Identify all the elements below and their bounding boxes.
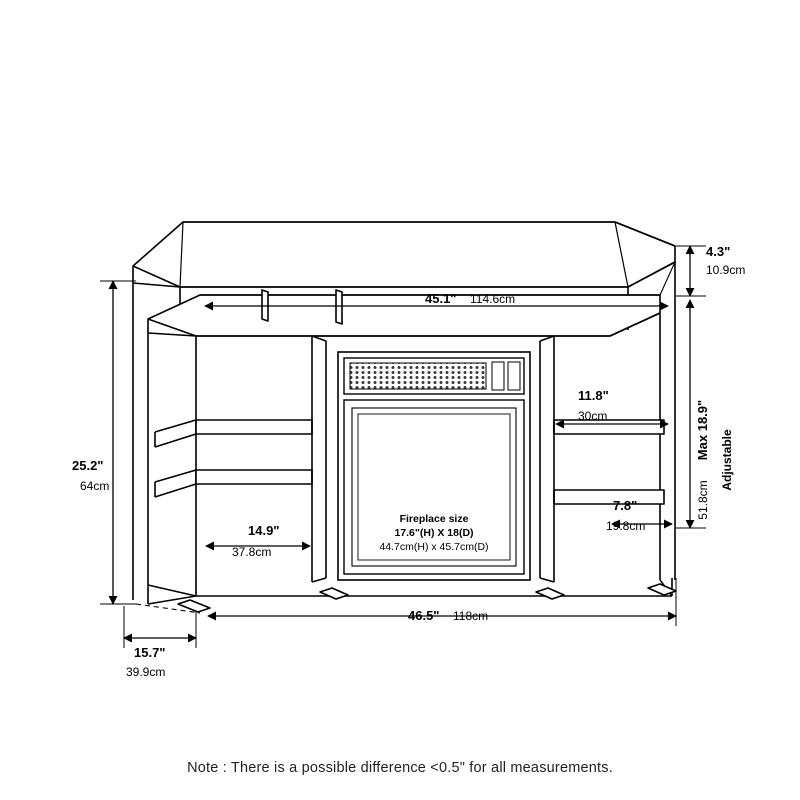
dim-top-shelf-height-imperial: 4.3" [706,244,731,259]
fireplace-callout-imperial: 17.6"(H) X 18(D) [394,527,474,539]
dim-overall-depth-imperial: 15.7" [134,645,166,660]
dim-overall-height-imperial: 25.2" [72,458,104,473]
dim-overall-width-metric: 118cm [453,609,489,623]
dim-adjustable-imperial: Max 18.9" [695,399,710,461]
dim-top-shelf-width-imperial: 45.1" [425,291,457,306]
dim-overall-width-imperial: 46.5" [408,608,440,623]
dim-right-lower-depth-metric: 19.8cm [606,519,646,533]
dim-adjustable-label: Adjustable [720,429,734,491]
dim-adjustable-metric: 51.8cm [696,480,710,520]
dim-left-shelf-width-imperial: 14.9" [248,523,280,538]
dim-right-lower-depth-imperial: 7.8" [613,498,638,513]
dim-overall-height-metric: 64cm [80,479,110,493]
dim-left-shelf-width-metric: 37.8cm [232,545,272,559]
dim-top-shelf-width-metric: 114.6cm [470,292,516,306]
measurement-note: Note : There is a possible difference <0.5" for all measurements. [187,760,613,776]
dim-overall-depth-metric: 39.9cm [126,665,166,679]
fireplace-callout-title: Fireplace size [399,513,469,525]
dim-right-shelf-depth-imperial: 11.8" [578,388,609,403]
dim-right-shelf-depth-metric: 30cm [578,409,608,423]
dim-top-shelf-height-metric: 10.9cm [706,263,746,277]
fireplace-callout-metric: 44.7cm(H) x 45.7cm(D) [379,541,489,553]
